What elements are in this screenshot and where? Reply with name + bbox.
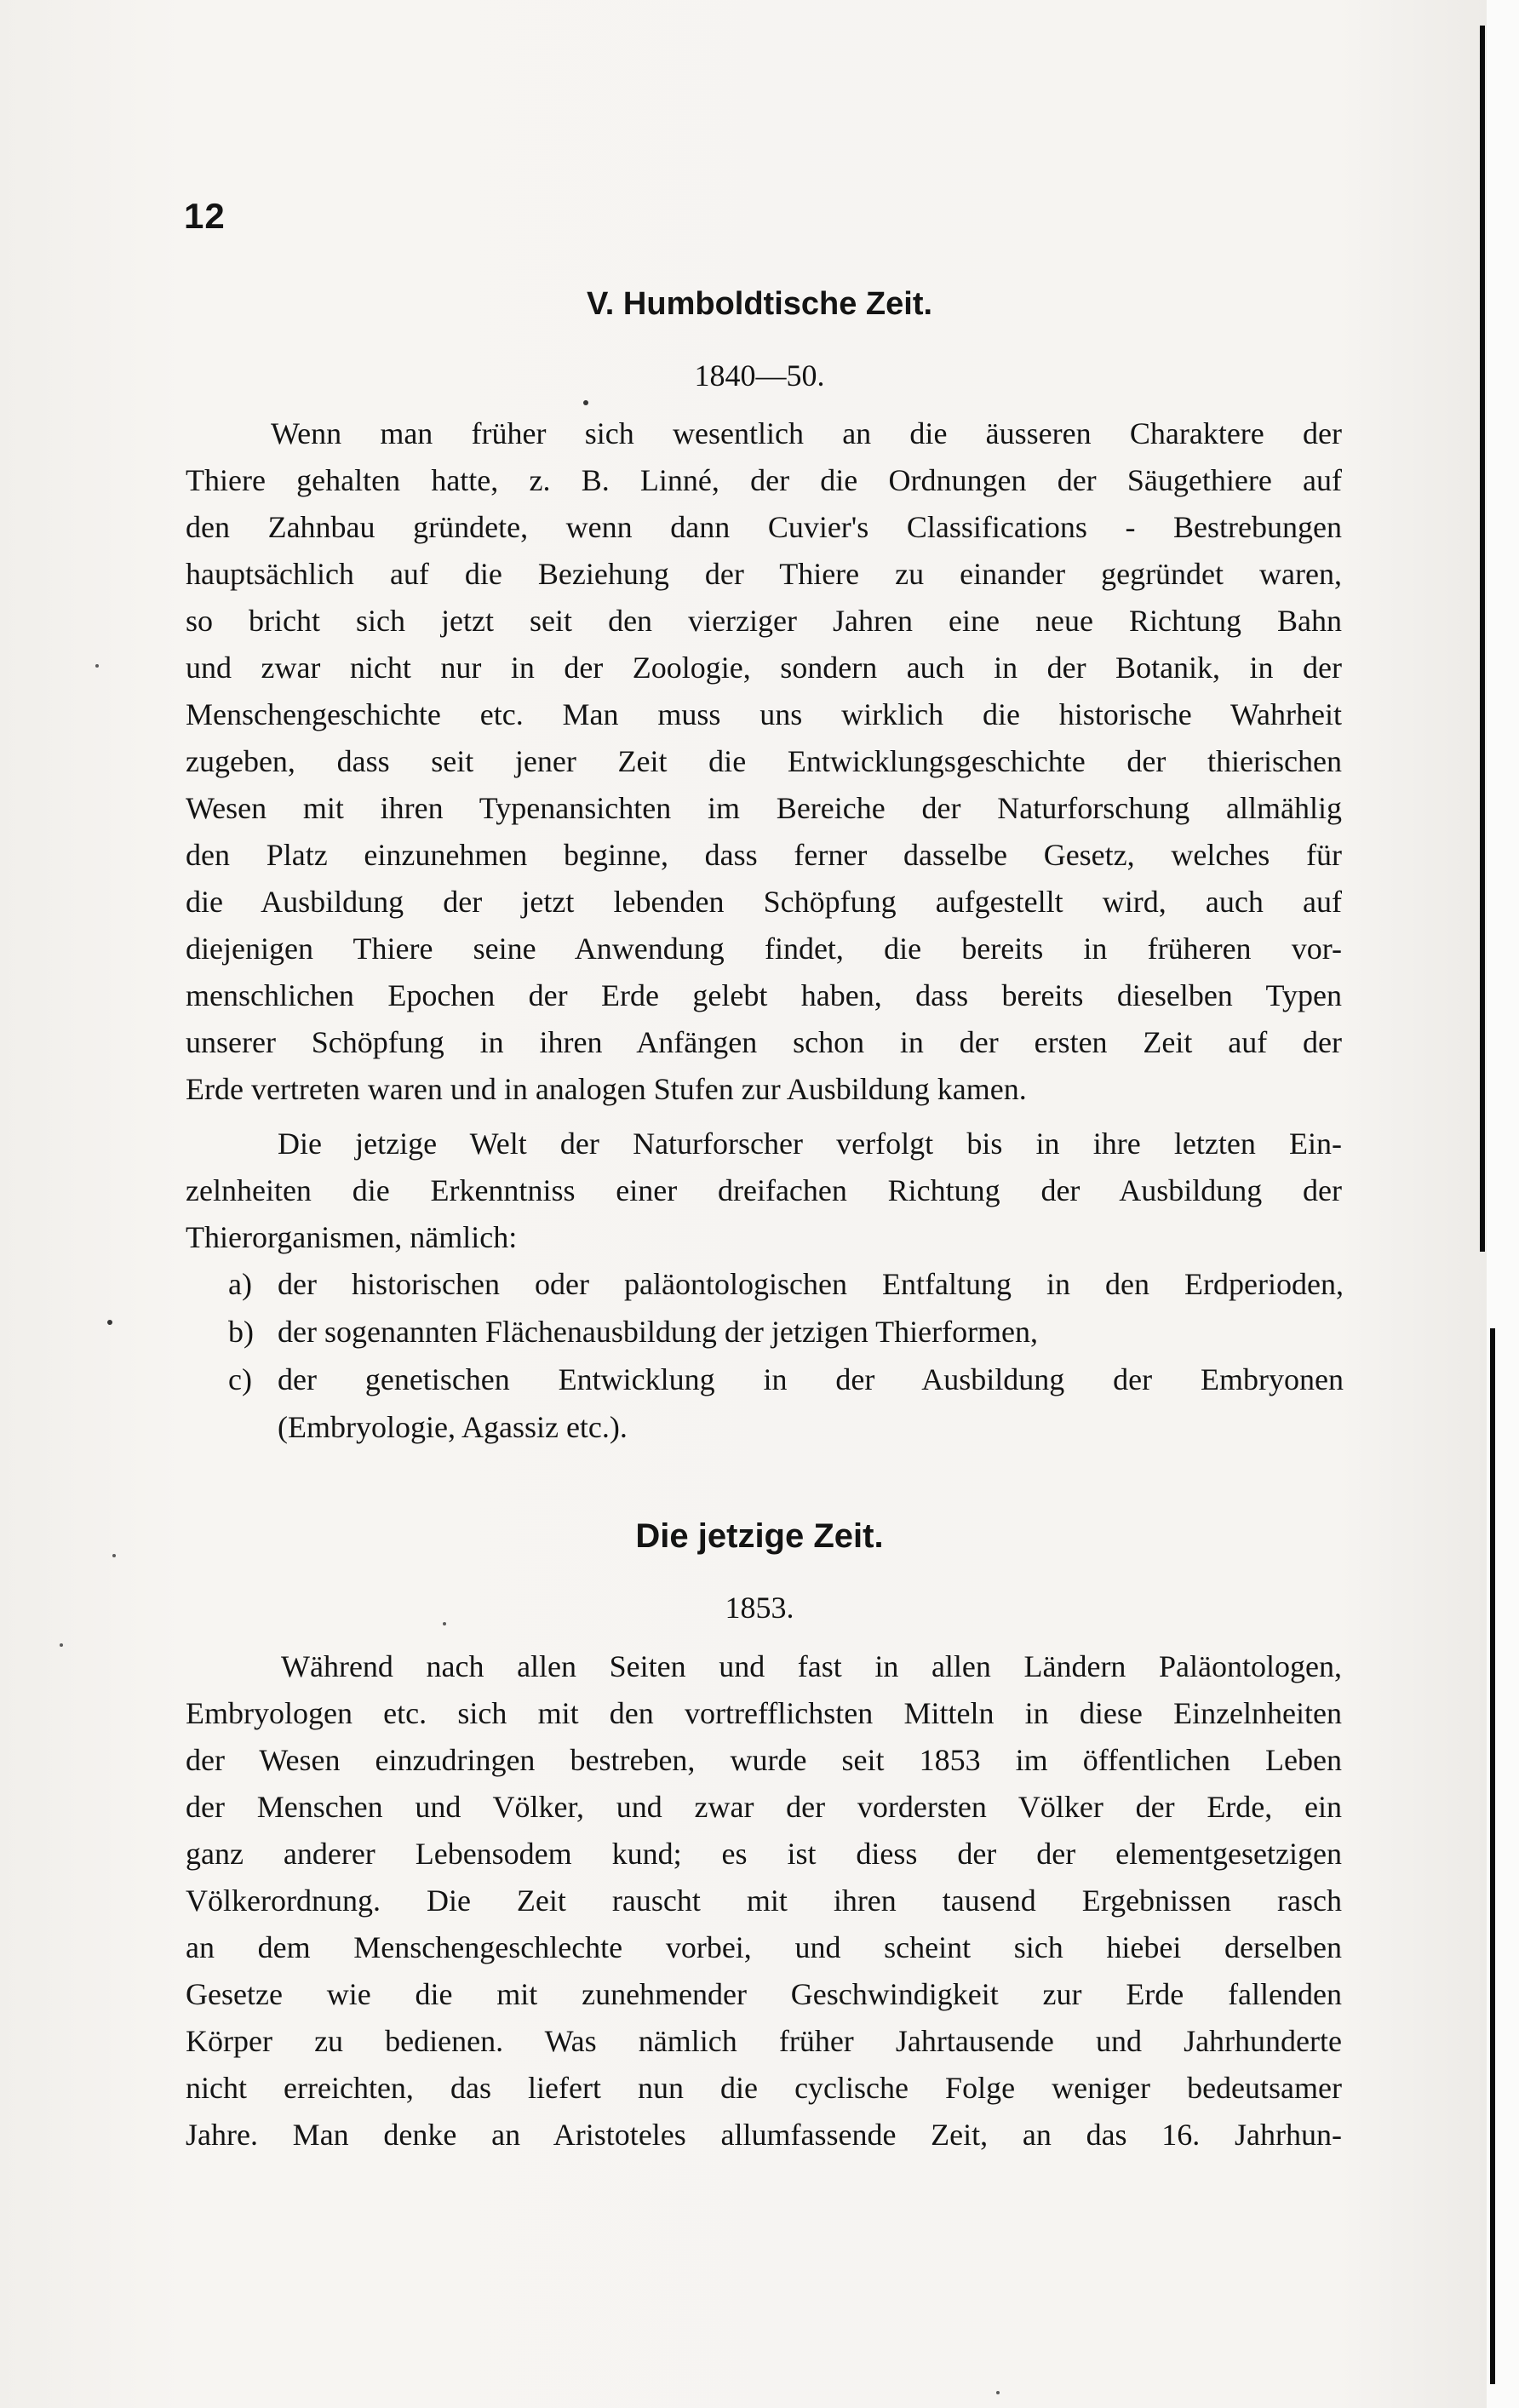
list-item [228,1356,1344,1403]
text-line: Körper zu bedienen. Was nämlich früher Jahrtausende und Jahrhunderte [186,2024,1342,2058]
list-item-text: der historischen oder paläontologischen Entfaltung in den Erdperioden, [278,1267,1344,1301]
text-line: zelnheiten die Erkenntniss einer dreifachen Richtung der Ausbildung der [186,1173,1342,1207]
text-line: Thiere gehalten hatte, z. B. Linné, der die Ordnungen der Säugethiere auf [186,463,1342,497]
paragraph [186,1643,1342,2159]
text-line: an dem Menschengeschlechte vorbei, und scheint sich hiebei derselben [186,1930,1342,1964]
paragraph [186,410,1342,1113]
text-line: nicht erreichten, das liefert nun die cyclische Folge weniger bedeutsamer [186,2071,1342,2105]
list-item-continuation: (Embryologie, Agassiz etc.). [278,1410,628,1444]
text-line: Wenn man früher sich wesentlich an die äusseren Charaktere der [271,416,1342,450]
list-item-text: der sogenannten Flächenausbildung der jetzigen Thierformen, [278,1315,1039,1349]
text-line: der Wesen einzudringen bestreben, wurde seit 1853 im öffentlichen Leben [186,1743,1342,1777]
text-line: Menschengeschichte etc. Man muss uns wirklich die historische Wahrheit [186,697,1342,731]
section-date: 1853. [725,1591,794,1625]
binding-edge-line [1480,26,1485,1252]
print-speck [107,1320,112,1325]
text-line: und zwar nicht nur in der Zoologie, sondern auch in der Botanik, in der [186,651,1342,685]
print-speck [60,1643,63,1647]
text-line: ganz anderer Lebensodem kund; es ist diess der der elementgesetzigen [186,1837,1342,1871]
paragraph [186,1121,1342,1261]
text-line: menschlichen Epochen der Erde gelebt haben, dass bereits dieselben Typen [186,978,1342,1012]
text-line: den Zahnbau gründete, wenn dann Cuvier's Classifications - Bestrebungen [186,510,1342,544]
text-line: zugeben, dass seit jener Zeit die Entwicklungsgeschichte der thierischen [186,744,1342,778]
page-number: 12 [184,196,226,236]
text-line: so bricht sich jetzt seit den vierziger Jahren eine neue Richtung Bahn [186,604,1342,638]
list-item [228,1260,1344,1308]
print-speck [95,664,99,668]
list-item-label: a) [228,1267,252,1301]
binding-edge-line [1490,1328,1495,2384]
list-item [228,1308,1344,1356]
section-date: 1840—50. [694,358,825,393]
text-line: Wesen mit ihren Typenansichten im Bereiche der Naturforschung allmählig [186,791,1342,825]
text-line: unserer Schöpfung in ihren Anfängen schon in der ersten Zeit auf der [186,1025,1342,1059]
list-item-label: b) [228,1315,254,1349]
section-heading: Die jetzige Zeit. [635,1517,884,1555]
text-line: Während nach allen Seiten und fast in allen Ländern Paläontologen, [281,1649,1342,1683]
text-line: den Platz einzunehmen beginne, dass ferner dasselbe Gesetz, welches für [186,838,1342,872]
text-line: die Ausbildung der jetzt lebenden Schöpfung aufgestellt wird, auch auf [186,885,1342,919]
text-line: Völkerordnung. Die Zeit rauscht mit ihren tausend Ergebnissen rasch [186,1883,1342,1918]
section-heading: V. Humboldtische Zeit. [586,286,933,322]
text-line: Embryologen etc. sich mit den vortrefflichsten Mitteln in diese Einzelnheiten [186,1696,1342,1730]
print-speck [996,2391,1000,2394]
text-line: Erde vertreten waren und in analogen Stufen zur Ausbildung kamen. [186,1072,1027,1106]
print-speck [583,400,588,405]
text-line: Gesetze wie die mit zunehmender Geschwindigkeit zur Erde fallenden [186,1977,1342,2011]
text-line: Die jetzige Welt der Naturforscher verfolgt bis in ihre letzten Ein- [278,1127,1342,1161]
text-line: Thierorganismen, nämlich: [186,1220,518,1254]
text-line: hauptsächlich auf die Beziehung der Thiere zu einander gegründet waren, [186,557,1342,591]
list-item-text: der genetischen Entwicklung in der Ausbildung der Embryonen [278,1362,1344,1396]
list-item-label: c) [228,1362,252,1396]
enumerated-list [228,1260,1344,1451]
text-line: der Menschen und Völker, und zwar der vordersten Völker der Erde, ein [186,1790,1342,1824]
text-line: Jahre. Man denke an Aristoteles allumfassende Zeit, an das 16. Jahrhun- [186,2118,1342,2152]
text-line: diejenigen Thiere seine Anwendung findet, die bereits in früheren vor- [186,932,1342,966]
